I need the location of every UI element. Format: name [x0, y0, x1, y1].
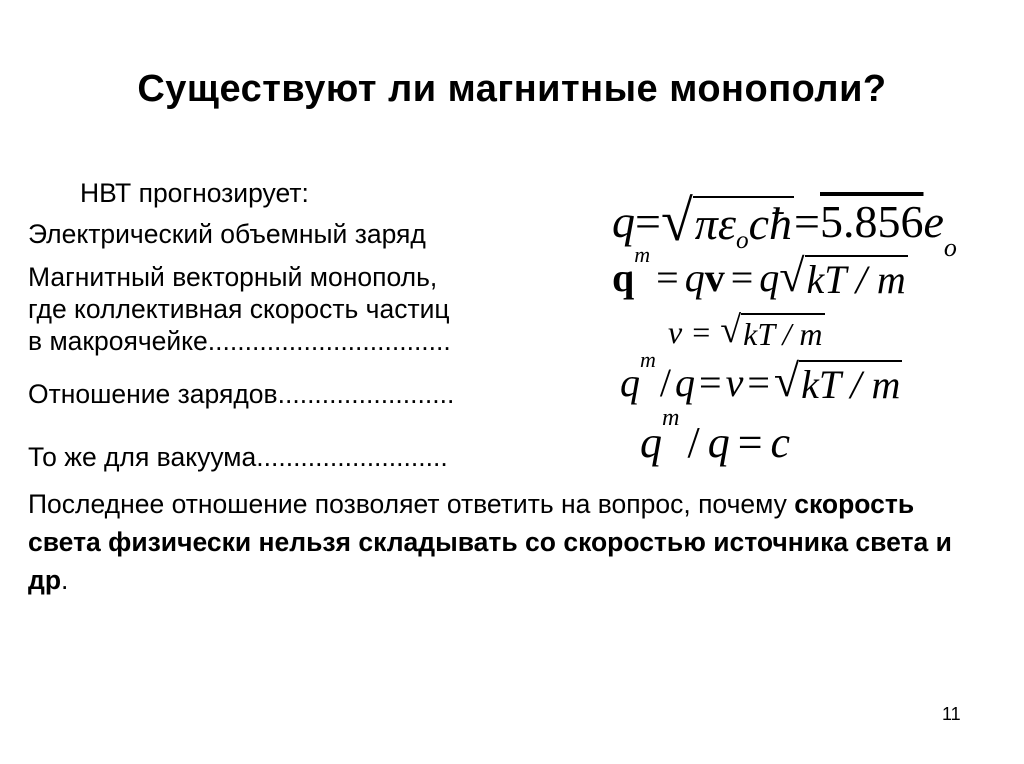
radical-sign-icon: √ — [660, 188, 693, 253]
f1-sqrt — [660, 188, 794, 254]
f3-radicand: kT / m — [741, 313, 824, 353]
f2-q: q — [684, 255, 705, 300]
conclusion-text: Последнее отношение позволяет ответить на вопрос, почему — [28, 489, 795, 519]
f2-q2: q — [759, 255, 780, 300]
monopole-text-line3: в макроячейке................................. — [28, 326, 451, 356]
f5-lhs: q — [640, 418, 662, 467]
f1-radicand: $\pi\varepsilon_ocħ$ — [694, 198, 793, 254]
f3-eq: = — [692, 314, 711, 350]
f1-e: e — [923, 196, 944, 247]
slide-number: 11 — [942, 704, 961, 724]
formula-velocity — [668, 309, 825, 353]
f5-eq: = — [737, 418, 763, 467]
formula-magnetic-monopole: q m = q v = q √ kT / m — [612, 242, 906, 302]
f5-q: q — [707, 418, 730, 467]
charge-ratio-text: Отношение зарядов........................ — [28, 379, 455, 409]
f4-sqrt — [773, 355, 903, 408]
conclusion-bold-text: скорость света физически нельзя складывать со скоростью источника света и др — [28, 489, 952, 595]
radical-sign-icon: √ — [779, 250, 805, 301]
radical-sign-icon: √ — [773, 355, 800, 406]
f3-sqrt — [720, 309, 824, 353]
f4-v: v — [725, 360, 744, 405]
f5-slash: / — [687, 418, 700, 467]
f1-number: 5.856 — [820, 196, 924, 247]
f1-e-sub: o — [943, 233, 957, 262]
conclusion-paragraph — [28, 485, 992, 599]
conclusion-end: . — [61, 565, 69, 595]
electric-charge-text: Электрический объемный заряд — [28, 219, 426, 249]
f5-c: c — [770, 418, 791, 467]
monopole-text-line2: где коллективная скорость частиц — [28, 294, 450, 324]
f1-eq2: = — [794, 196, 820, 247]
f2-radicand: kT / m — [806, 257, 906, 302]
f1-lhs: q — [612, 196, 635, 247]
formula-vacuum-ratio: q m / q = c — [640, 404, 791, 467]
f4-eq2: = — [747, 360, 770, 405]
intro-text: НВТ прогнозирует: — [80, 178, 309, 208]
formula-charge-ratio: q m / q = v = √ kT / m — [620, 347, 901, 407]
f4-slash: / — [659, 360, 672, 405]
f4-radicand: kT / m — [801, 362, 901, 407]
f4-q: q — [675, 360, 696, 405]
f2-eq2: = — [730, 255, 754, 300]
slide-title: Существуют ли магнитные монополи? — [137, 68, 887, 110]
f2-v: v — [704, 255, 725, 300]
vacuum-ratio-text: То же для вакуума.......................... — [28, 442, 448, 472]
f2-sqrt — [779, 250, 908, 303]
monopole-text-line1: Магнитный векторный монополь, — [28, 262, 438, 292]
f4-lhs: q — [620, 360, 640, 405]
f2-lhs: q — [612, 255, 635, 300]
f2-eq: = — [656, 255, 679, 300]
f3-lhs: v — [668, 314, 683, 350]
radical-sign-icon: √ — [720, 309, 742, 351]
f1-eq: = — [635, 196, 661, 247]
f4-eq: = — [699, 360, 722, 405]
